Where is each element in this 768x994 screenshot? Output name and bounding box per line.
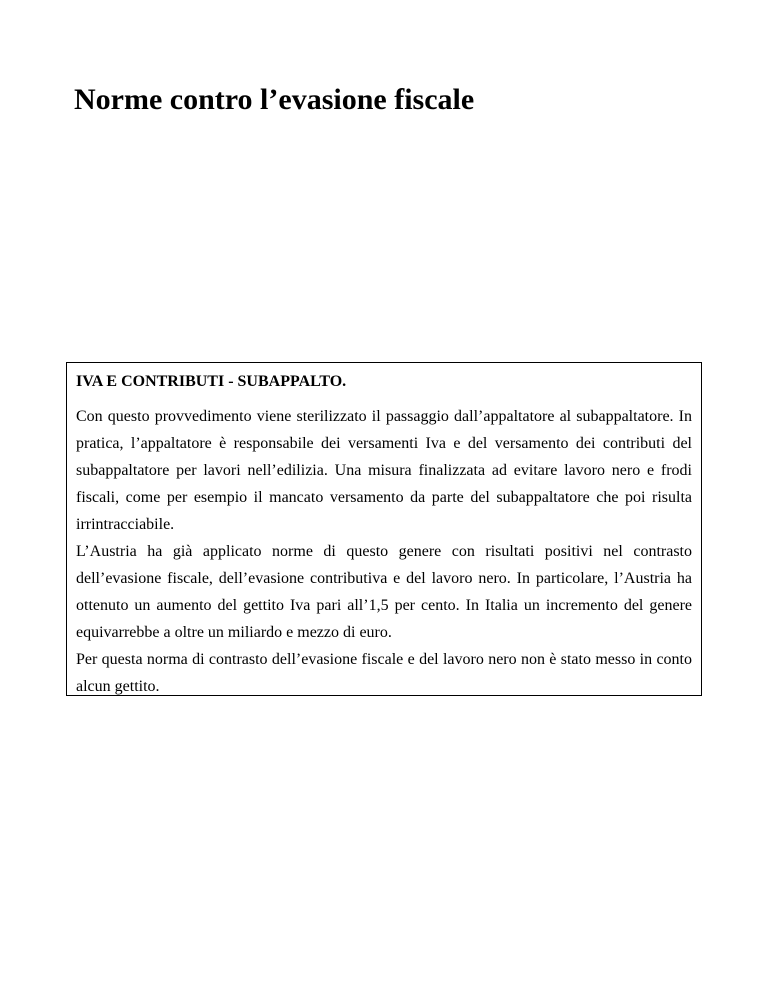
paragraph-austria: L’Austria ha già applicato norme di questo genere con risultati positivi nel contrasto dell’evasione fiscale, dell’evasione contributiva e del lavoro nero. In particolare, l’Austria ha ottenuto un aumento del gettito Iva pari all’1,5 per cento. In Italia un incremento del genere equivarrebbe a oltre un miliardo e mezzo di euro.	[76, 543, 692, 641]
page-title: Norme contro l’evasione fiscale	[74, 83, 475, 116]
box-heading: IVA E CONTRIBUTI - SUBAPPALTO.	[76, 373, 347, 390]
paragraph-revenue: Per questa norma di contrasto dell’evasione fiscale e del lavoro nero non è stato messo in conto alcun gettito.	[76, 651, 692, 695]
text-box	[66, 362, 702, 696]
paragraph-subcontracting: Con questo provvedimento viene sterilizzato il passaggio dall’appaltatore al subappaltatore. In pratica, l’appaltatore è responsabile dei versamenti Iva e del versamento dei contributi del subappaltatore per lavori nell’edilizia. Una misura finalizzata ad evitare lavoro nero e frodi fiscali, come per esempio il mancato versamento da parte del subappaltatore che poi risulta irrintracciabile.	[76, 408, 692, 533]
